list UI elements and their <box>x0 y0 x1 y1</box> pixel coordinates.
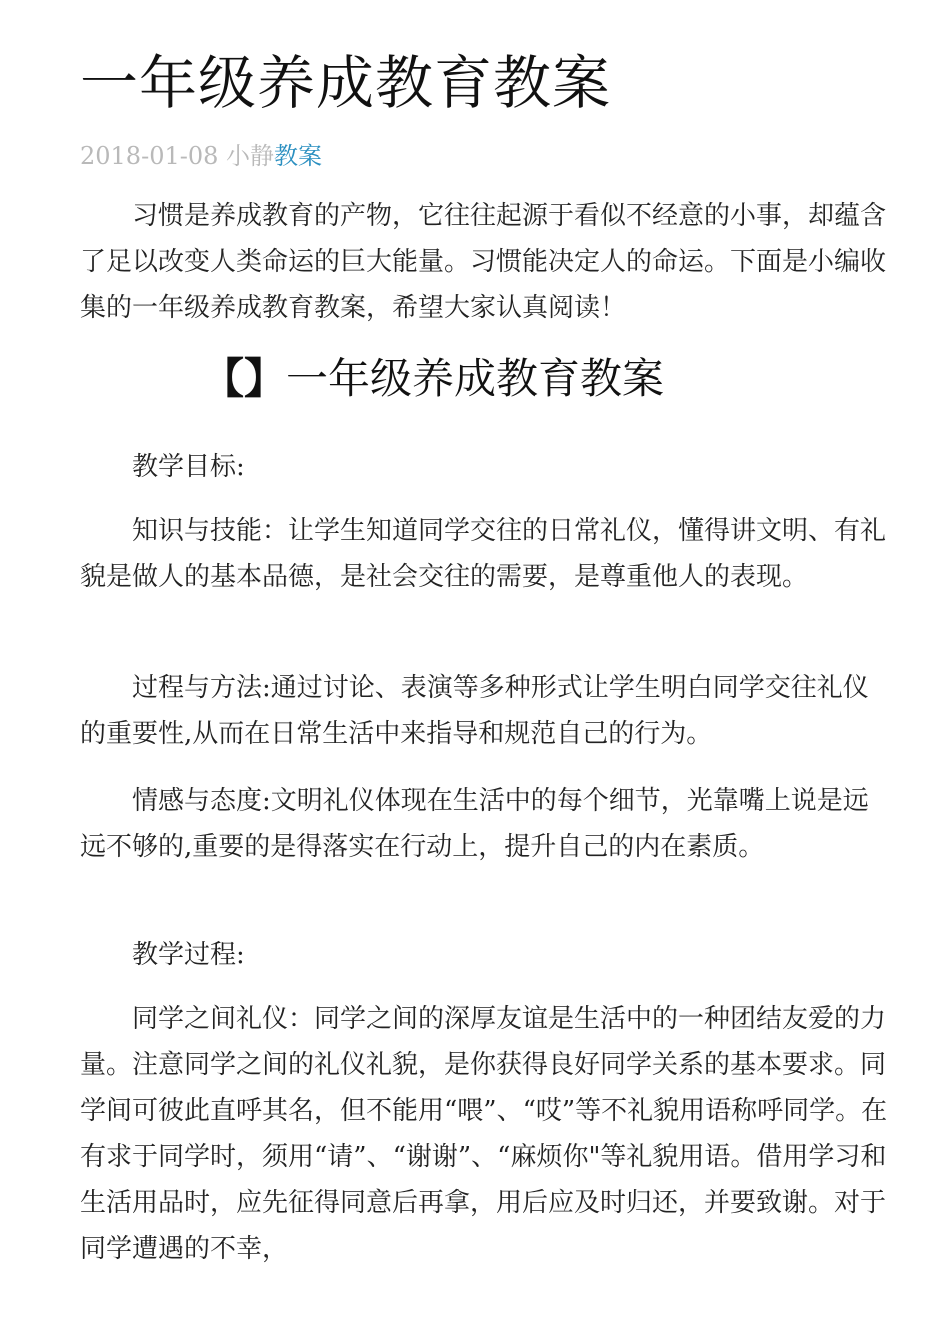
paragraph-teaching-goals: 教学目标: <box>132 452 245 482</box>
paragraph-emotion-attitude: 情感与态度:文明礼仪体现在生活中的每个细节，光靠嘴上说是远远不够的,重要的是得落实在行动上，提升自己的内在素质。 <box>80 786 869 862</box>
page-title: 一年级养成教育教案 <box>80 49 612 117</box>
paragraph-teaching-process: 教学过程: <box>132 940 245 970</box>
category-link[interactable]: 教案 <box>274 142 323 170</box>
publish-date: 2018-01-08 <box>80 142 219 170</box>
paragraph-process-method: 过程与方法:通过讨论、表演等多种形式让学生明白同学交往礼仪的重要性,从而在日常生活中来指导和规范自己的行为。 <box>80 673 869 749</box>
author-name: 小静 <box>226 142 275 170</box>
section-title-brackets: 【】 <box>202 354 287 403</box>
article-meta <box>80 136 322 171</box>
section-title <box>202 346 664 406</box>
intro-paragraph: 习惯是养成教育的产物，它往往起源于看似不经意的小事，却蕴含了足以改变人类命运的巨大能量。习惯能决定人的命运。下面是小编收集的一年级养成教育教案，希望大家认真阅读！ <box>80 201 887 323</box>
section-title-text: 一年级养成教育教案 <box>286 354 665 403</box>
paragraph-classmate-etiquette: 同学之间礼仪：同学之间的深厚友谊是生活中的一种团结友爱的力量。注意同学之间的礼仪礼貌，是你获得良好同学关系的基本要求。同学间可彼此直呼其名，但不能用“喂”、“哎”等不礼貌用语称呼同学。在有求于同学时，须用“请”、“谢谢”、“麻烦你"等礼貌用语。借用学习和生活用品时，应先征得同意后再拿，用后应及时归还，并要致谢。对于同学遭遇的不幸， <box>80 1004 888 1264</box>
paragraph-knowledge-skills: 知识与技能：让学生知道同学交往的日常礼仪，懂得讲文明、有礼貌是做人的基本品德，是社会交往的需要，是尊重他人的表现。 <box>80 516 887 592</box>
